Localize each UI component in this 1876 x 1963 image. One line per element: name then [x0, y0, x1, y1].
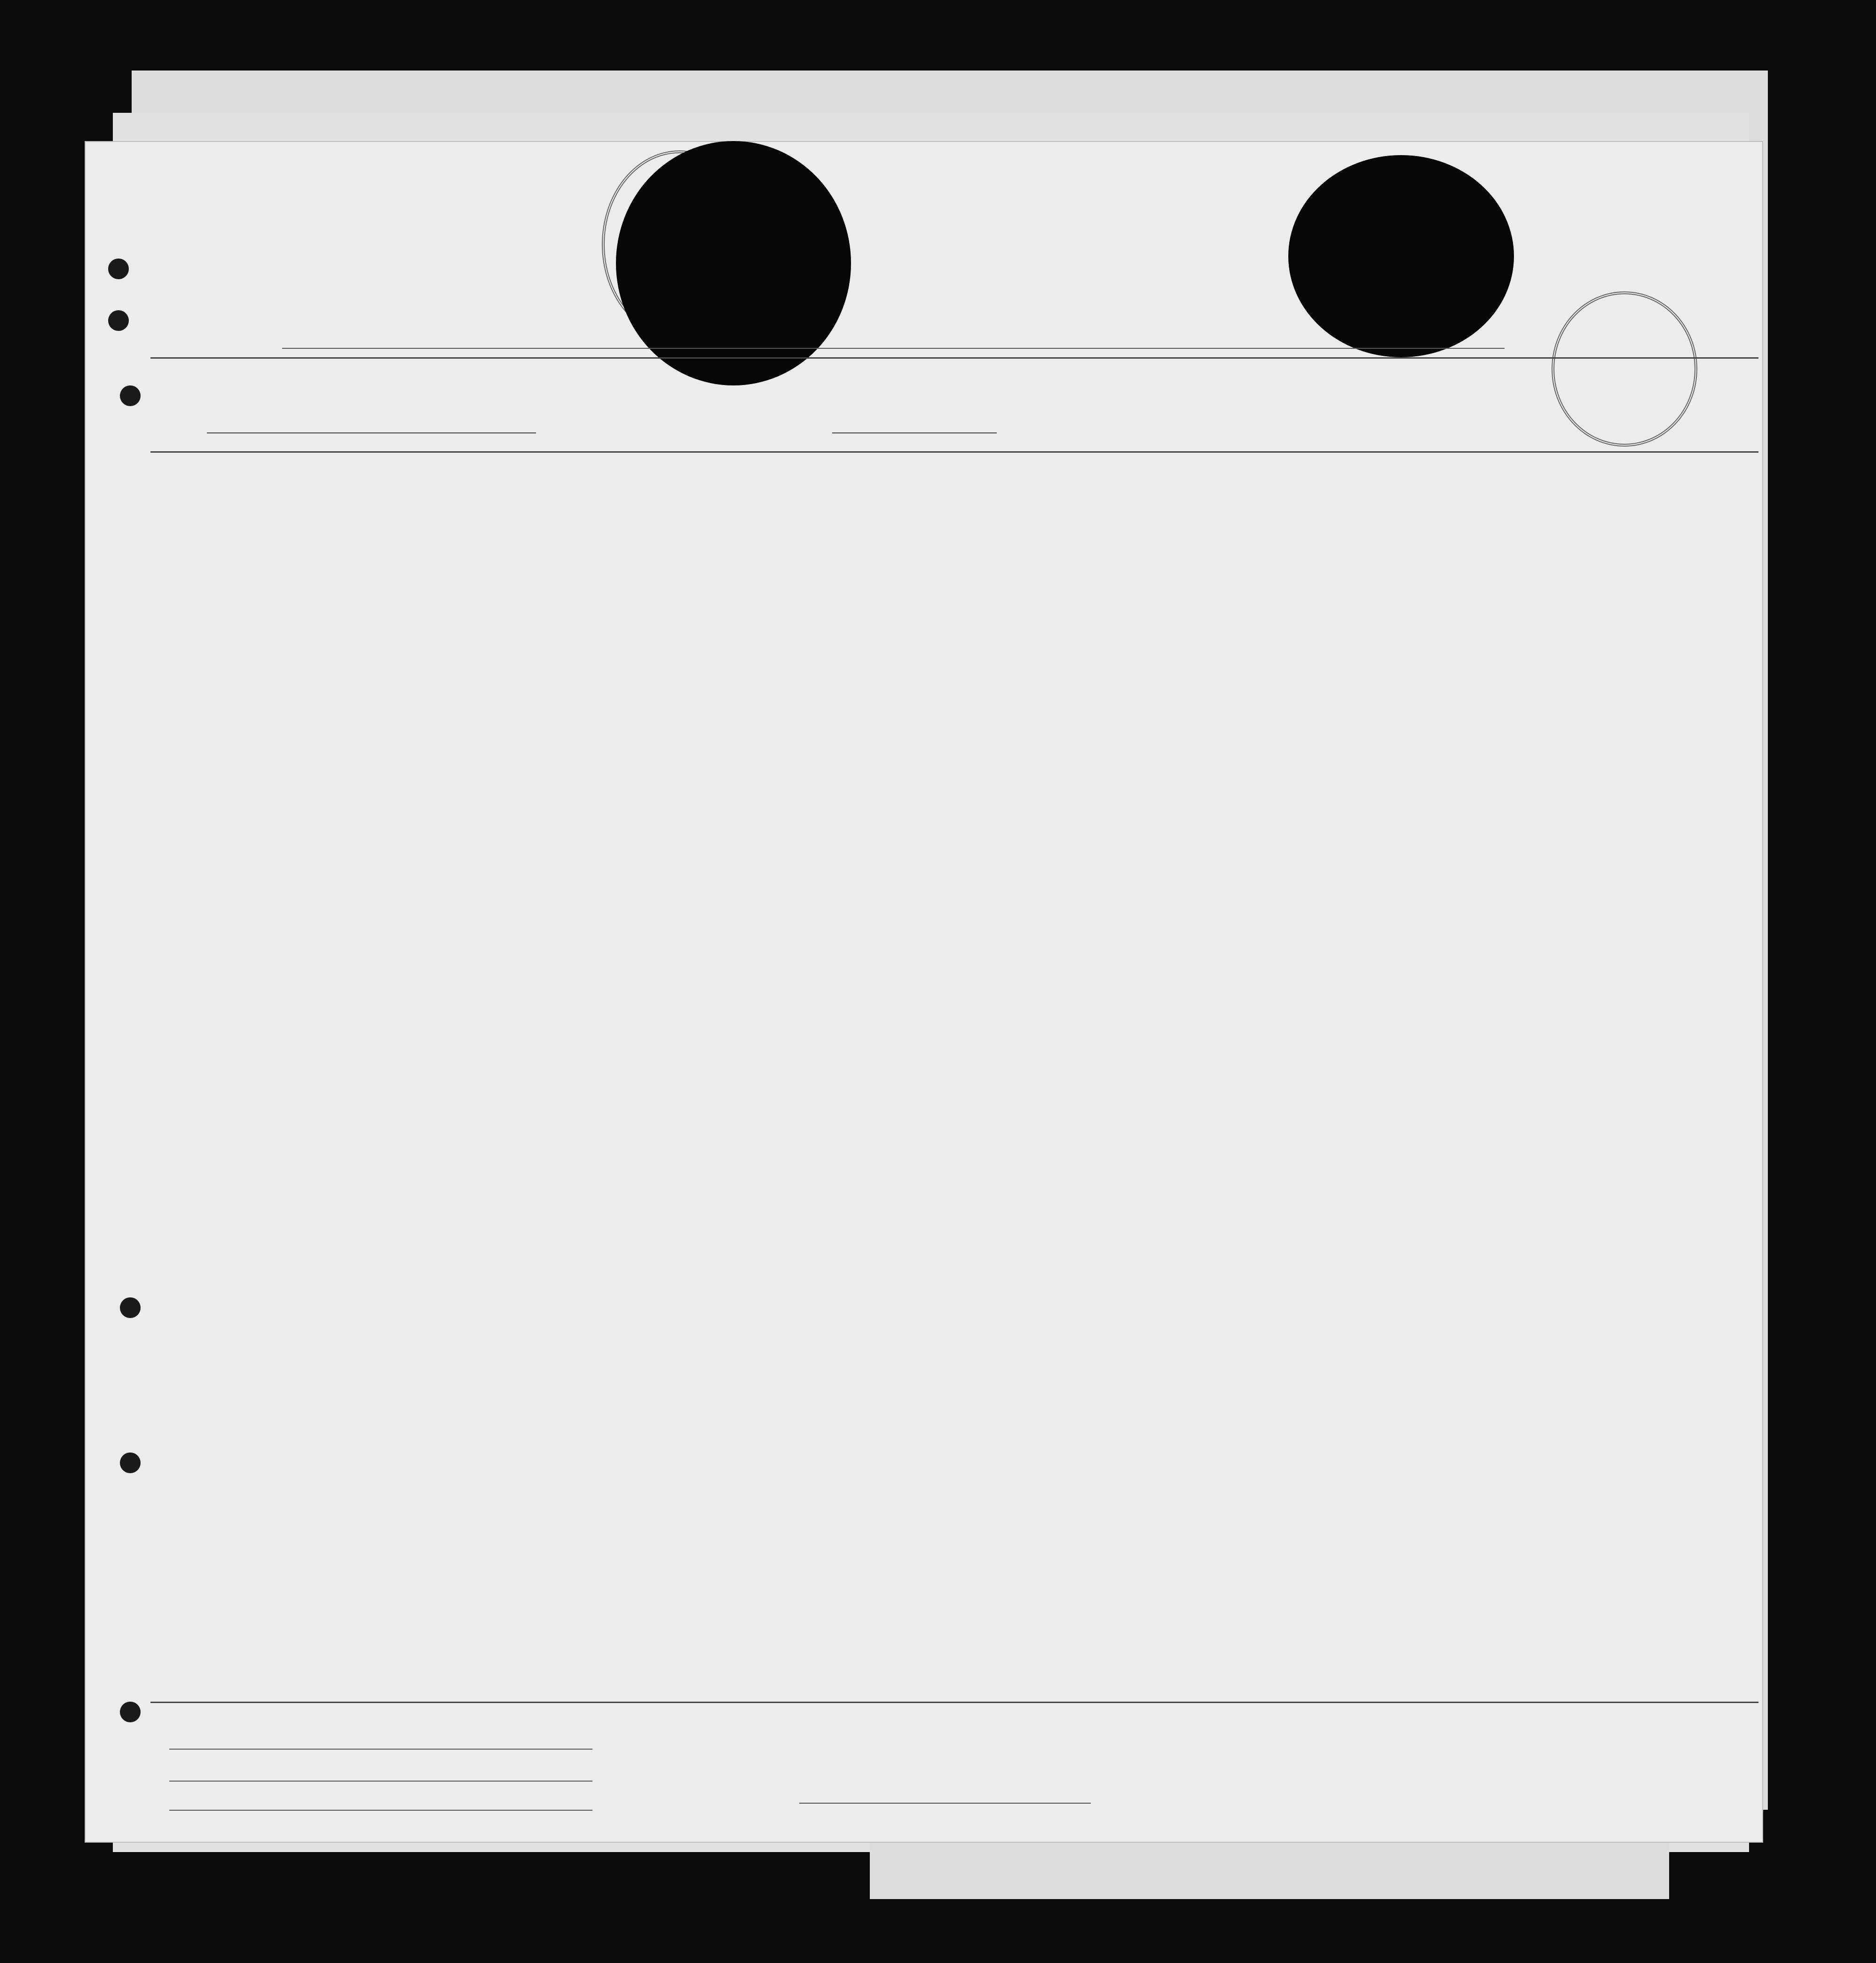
punch-hole — [120, 1297, 141, 1318]
consulate-stamp-right — [1552, 291, 1697, 447]
table-header-rule — [150, 451, 1758, 453]
shipped-subrule — [832, 432, 997, 433]
punch-hole — [108, 259, 129, 279]
table-top-rule — [150, 357, 1758, 359]
punch-hole — [108, 310, 129, 331]
inspector-line — [799, 1803, 1091, 1804]
owners-underline — [169, 1781, 592, 1782]
voyage-underline — [282, 348, 1505, 349]
torn-bottom-edge — [870, 1843, 1669, 1899]
punch-hole — [120, 385, 141, 406]
punch-hole — [120, 1453, 141, 1473]
name-subrule — [207, 432, 536, 433]
wax-seal-left — [616, 141, 851, 385]
wax-seal-right — [1288, 155, 1514, 357]
line-underline — [169, 1749, 592, 1750]
manifest-sheet — [85, 141, 1763, 1843]
agents-underline — [169, 1810, 592, 1811]
table-bottom-rule — [150, 1702, 1758, 1703]
punch-hole — [120, 1702, 141, 1722]
